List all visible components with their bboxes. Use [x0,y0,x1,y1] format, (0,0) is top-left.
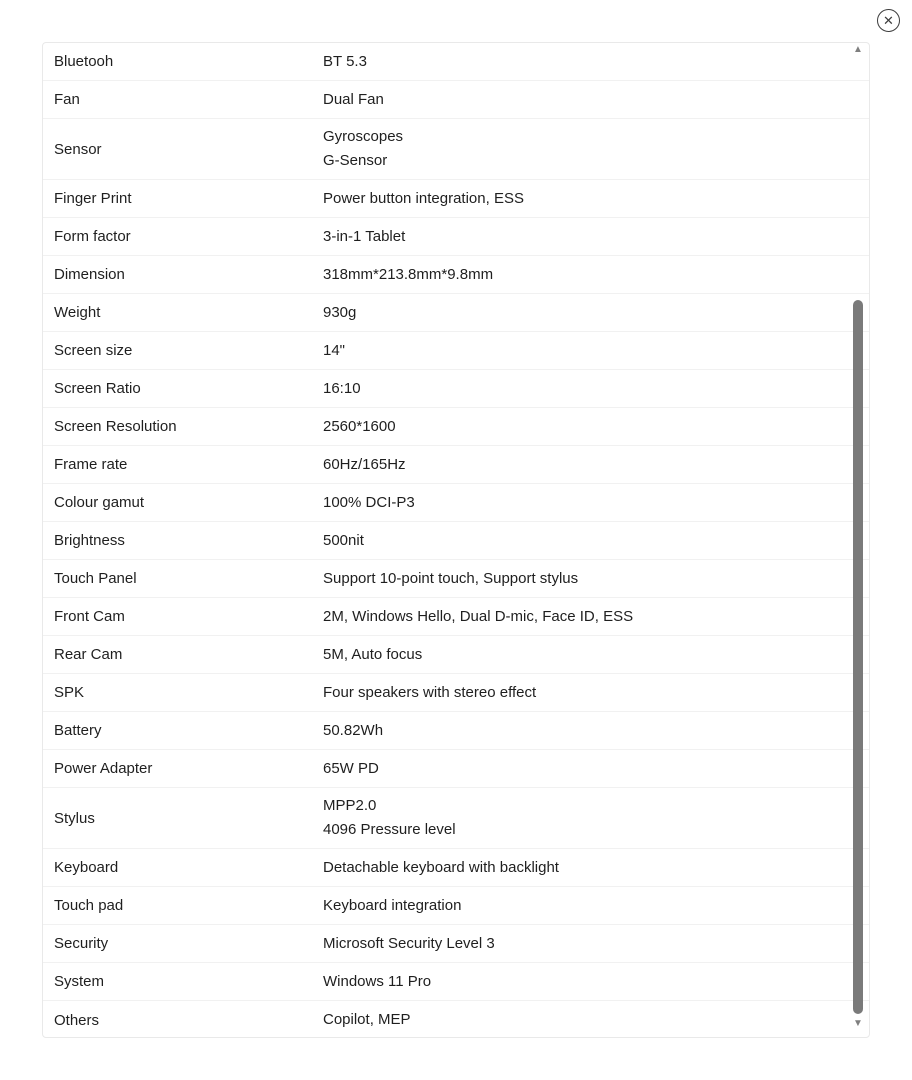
row-value: 3-in-1 Tablet [323,227,406,245]
row-label: Screen Ratio [54,380,141,397]
row-label: Security [54,935,109,952]
row-label: Frame rate [54,456,128,473]
table-row [43,560,869,598]
row-value: Dual Fan [323,90,384,108]
table-row [43,887,869,925]
row-value: Support 10-point touch, Support stylus [323,569,579,587]
table-row [43,522,869,560]
spec-table-body [43,43,869,1038]
row-label: System [54,973,105,990]
table-row [43,712,869,750]
row-label: Sensor [54,140,102,158]
row-label: Rear Cam [54,646,123,663]
spec-dialog [42,42,870,1038]
table-row [43,750,869,788]
row-label: Form factor [54,228,131,245]
scrollbar-thumb[interactable] [853,300,863,1014]
row-label: Touch Panel [54,570,137,587]
row-label: Power Adapter [54,760,153,777]
row-label: Finger Print [54,190,132,207]
table-row [43,294,869,332]
row-label: Touch pad [54,897,124,914]
row-label: Fan [54,91,80,108]
row-value: 65W PD [323,759,379,777]
table-row [43,636,869,674]
row-label: Screen Resolution [54,418,177,435]
table-row [43,484,869,522]
row-label: SPK [54,684,85,701]
table-row [43,370,869,408]
table-row [43,788,869,849]
row-value: 14" [323,341,346,359]
row-value: 16:10 [323,379,361,397]
vertical-scrollbar[interactable] [853,43,863,1037]
row-value: Windows 11 Pro [323,972,432,990]
scroll-down-arrow-icon[interactable]: ▼ [853,1018,863,1029]
row-value: BT 5.3 [323,52,367,70]
row-label: Stylus [54,809,95,827]
row-value: Gyroscopes G-Sensor [323,128,404,169]
row-value: Copilot, MEP [323,1011,411,1028]
table-row [43,180,869,218]
row-value: 2M, Windows Hello, Dual D-mic, Face ID, ESS [323,607,634,625]
row-value: 318mm*213.8mm*9.8mm [323,265,494,283]
table-row [43,1001,869,1038]
row-value: 100% DCI-P3 [323,493,415,511]
table-row [43,446,869,484]
close-button[interactable] [877,9,900,32]
close-icon: ✕ [883,13,894,28]
row-label: Others [54,1011,100,1029]
table-row [43,43,869,81]
table-row [43,925,869,963]
row-label: Keyboard [54,859,119,876]
table-row [43,963,869,1001]
row-value: Power button integration, ESS [323,189,524,207]
scroll-up-arrow-icon[interactable]: ▲ [853,44,863,55]
row-value: Detachable keyboard with backlight [323,858,559,876]
row-label: Brightness [54,532,125,549]
row-value: 930g [323,303,357,321]
row-value: 50.82Wh [323,721,384,739]
table-row [43,408,869,446]
row-value: 500nit [323,531,364,549]
row-label: Battery [54,722,102,739]
table-row [43,598,869,636]
row-value: 5M, Auto focus [323,645,423,663]
row-value: 60Hz/165Hz [323,455,406,473]
row-label: Dimension [54,266,125,283]
row-label: Screen size [54,342,133,359]
row-value: MPP2.0 4096 Pressure level [323,797,456,838]
table-row [43,332,869,370]
row-label: Bluetooh [54,53,114,70]
table-row [43,119,869,180]
row-label: Front Cam [54,608,125,625]
table-row [43,81,869,119]
table-row [43,256,869,294]
row-value: Microsoft Security Level 3 [323,934,495,952]
row-label: Weight [54,304,101,321]
row-value: Keyboard integration [323,896,462,914]
row-value: 2560*1600 [323,417,396,435]
row-label: Colour gamut [54,494,145,511]
table-row [43,674,869,712]
table-row [43,218,869,256]
row-value: Four speakers with stereo effect [323,683,537,701]
table-row [43,849,869,887]
